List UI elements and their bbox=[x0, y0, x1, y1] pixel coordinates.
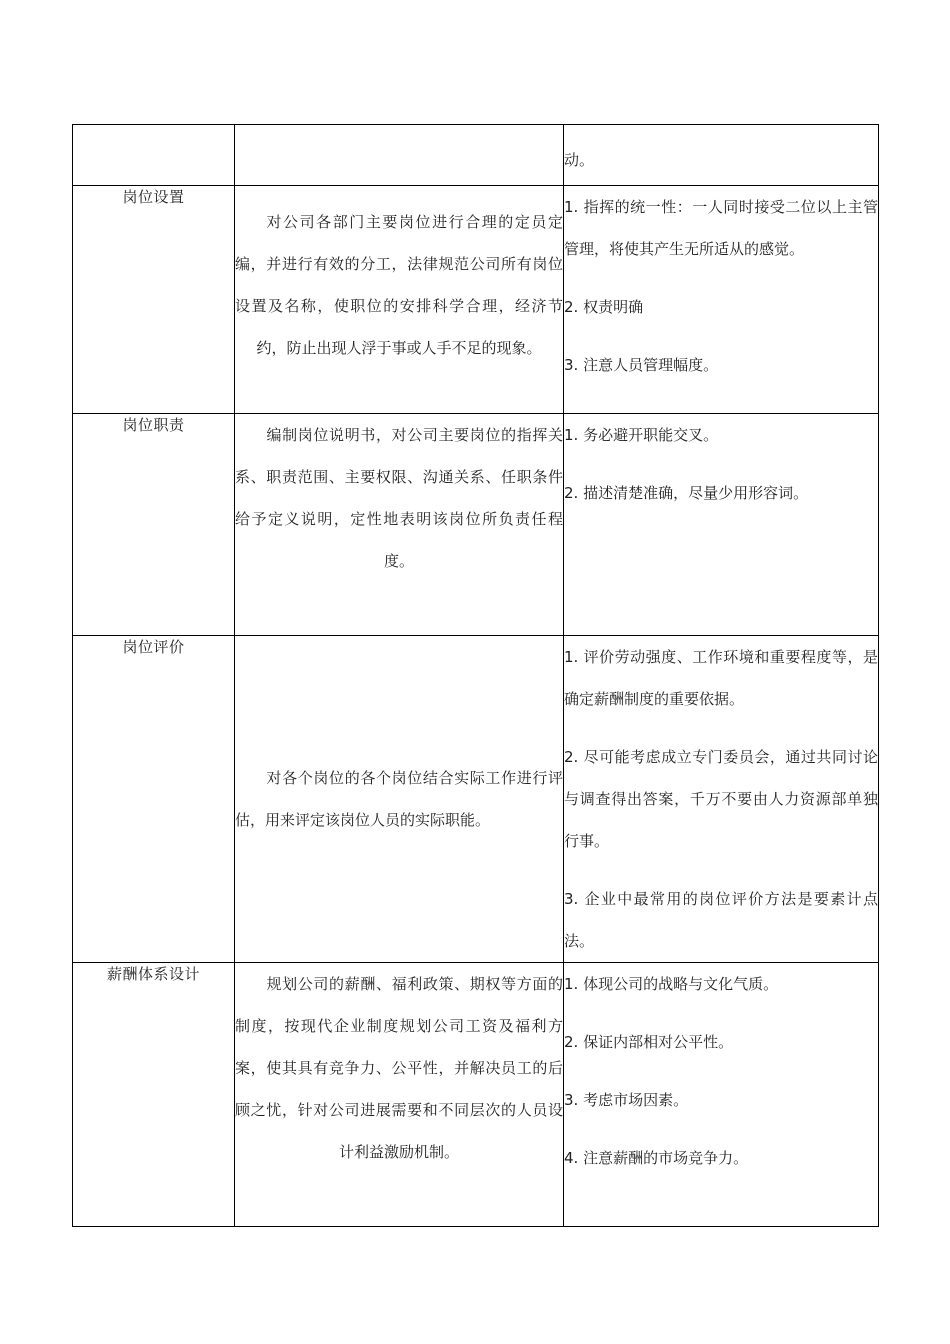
table-row bbox=[73, 186, 879, 414]
category-cell: 薪酬体系设计 bbox=[73, 963, 235, 1227]
table-row bbox=[73, 125, 879, 186]
hr-planning-table bbox=[72, 124, 879, 1227]
table-row bbox=[73, 636, 879, 963]
category-cell: 岗位设置 bbox=[73, 186, 235, 414]
notes-cell bbox=[564, 963, 879, 1227]
note-item: 4. 注意薪酬的市场竞争力。 bbox=[564, 1149, 749, 1167]
description-text: 对公司各部门主要岗位进行合理的定员定编，并进行有效的分工，法律规范公司所有岗位设置及名称，使职位的安排科学合理，经济节约，防止出现人浮于事或人手不足的现象。 bbox=[235, 213, 563, 357]
category-cell: 岗位评价 bbox=[73, 636, 235, 963]
note-item: 3. 企业中最常用的岗位评价方法是要素计点法。 bbox=[564, 890, 878, 950]
category-cell bbox=[73, 125, 235, 186]
description-text: 编制岗位说明书，对公司主要岗位的指挥关系、职责范围、主要权限、沟通关系、任职条件给予定义说明，定性地表明该岗位所负责任程度。 bbox=[235, 426, 563, 570]
note-item: 3. 注意人员管理幅度。 bbox=[564, 356, 719, 374]
note-item: 1. 务必避开职能交叉。 bbox=[564, 426, 719, 444]
table-row bbox=[73, 963, 879, 1227]
description-cell bbox=[235, 125, 564, 186]
note-item: 1. 指挥的统一性：一人同时接受二位以上主管管理，将使其产生无所适从的感觉。 bbox=[564, 198, 878, 258]
notes-cell bbox=[564, 186, 879, 414]
description-cell bbox=[235, 963, 564, 1227]
note-item: 2. 权责明确 bbox=[564, 298, 644, 316]
table-row bbox=[73, 414, 879, 636]
description-cell bbox=[235, 186, 564, 414]
description-cell bbox=[235, 636, 564, 963]
note-item: 1. 评价劳动强度、工作环境和重要程度等，是确定薪酬制度的重要依据。 bbox=[564, 648, 878, 708]
notes-cell bbox=[564, 636, 879, 963]
note-item: 2. 尽可能考虑成立专门委员会，通过共同讨论与调查得出答案，千万不要由人力资源部单独行事。 bbox=[564, 748, 878, 850]
description-cell bbox=[235, 414, 564, 636]
note-item: 动。 bbox=[564, 151, 595, 169]
category-cell: 岗位职责 bbox=[73, 414, 235, 636]
note-item: 3. 考虑市场因素。 bbox=[564, 1091, 689, 1109]
note-item: 2. 描述清楚准确，尽量少用形容词。 bbox=[564, 484, 809, 502]
notes-cell bbox=[564, 125, 879, 186]
note-item: 1. 体现公司的战略与文化气质。 bbox=[564, 975, 779, 993]
description-text: 规划公司的薪酬、福利政策、期权等方面的制度，按现代企业制度规划公司工资及福利方案，使其具有竞争力、公平性，并解决员工的后顾之忧，针对公司进展需要和不同层次的人员设计利益激励机制。 bbox=[235, 975, 563, 1161]
notes-cell bbox=[564, 414, 879, 636]
note-item: 2. 保证内部相对公平性。 bbox=[564, 1033, 734, 1051]
description-text: 对各个岗位的各个岗位结合实际工作进行评估，用来评定该岗位人员的实际职能。 bbox=[235, 769, 563, 829]
